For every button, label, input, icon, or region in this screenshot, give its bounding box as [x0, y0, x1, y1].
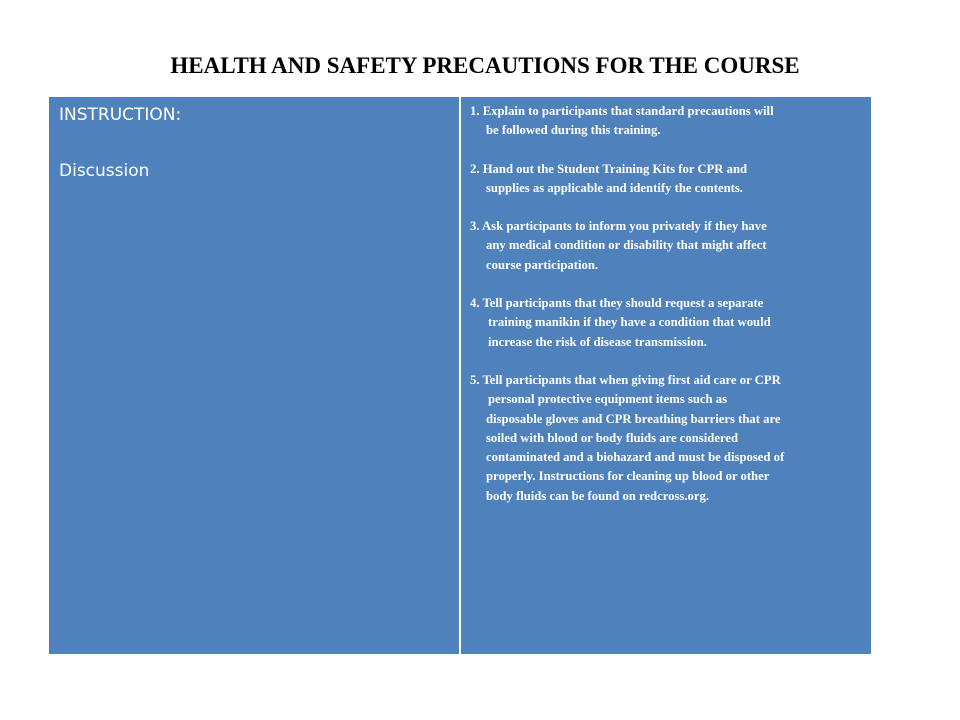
step-line: personal protective equipment items such as	[488, 392, 728, 407]
step-line: increase the risk of disease transmission.	[488, 334, 707, 349]
step-line: 1. Explain to participants that standard precautions will	[470, 104, 774, 118]
step-line: 4. Tell participants that they should request a separate	[470, 296, 764, 311]
content-table	[48, 96, 872, 655]
step-line: training manikin if they have a condition that would	[488, 315, 771, 330]
step-line: course participation.	[486, 257, 599, 272]
instruction-subheading: Discussion	[59, 161, 150, 181]
list-item	[470, 102, 871, 141]
step-line: contaminated and a biohazard and must be disposed of	[486, 450, 785, 465]
step-line: be followed during this training.	[486, 123, 661, 138]
steps-list	[470, 102, 871, 506]
step-line: body fluids can be found on redcross.org.	[486, 488, 710, 503]
instruction-cell	[49, 97, 461, 654]
step-line: supplies as applicable and identify the contents.	[486, 180, 743, 195]
instruction-heading: INSTRUCTION:	[59, 105, 182, 125]
step-line: soiled with blood or body fluids are considered	[486, 430, 739, 445]
list-item	[470, 217, 871, 275]
list-item	[470, 371, 871, 506]
step-line: properly. Instructions for cleaning up blood or other	[486, 469, 770, 484]
steps-cell	[461, 97, 871, 654]
step-line: disposable gloves and CPR breathing barriers that are	[486, 411, 781, 426]
step-line: any medical condition or disability that might affect	[486, 238, 767, 253]
list-item	[470, 160, 871, 199]
step-line: 5. Tell participants that when giving first aid care or CPR	[470, 372, 781, 387]
step-line: 2. Hand out the Student Training Kits for CPR and	[470, 161, 748, 176]
slide-title: HEALTH AND SAFETY PRECAUTIONS FOR THE COURSE	[170, 53, 800, 78]
list-item	[470, 294, 871, 352]
step-line: 3. Ask participants to inform you privately if they have	[470, 219, 767, 234]
